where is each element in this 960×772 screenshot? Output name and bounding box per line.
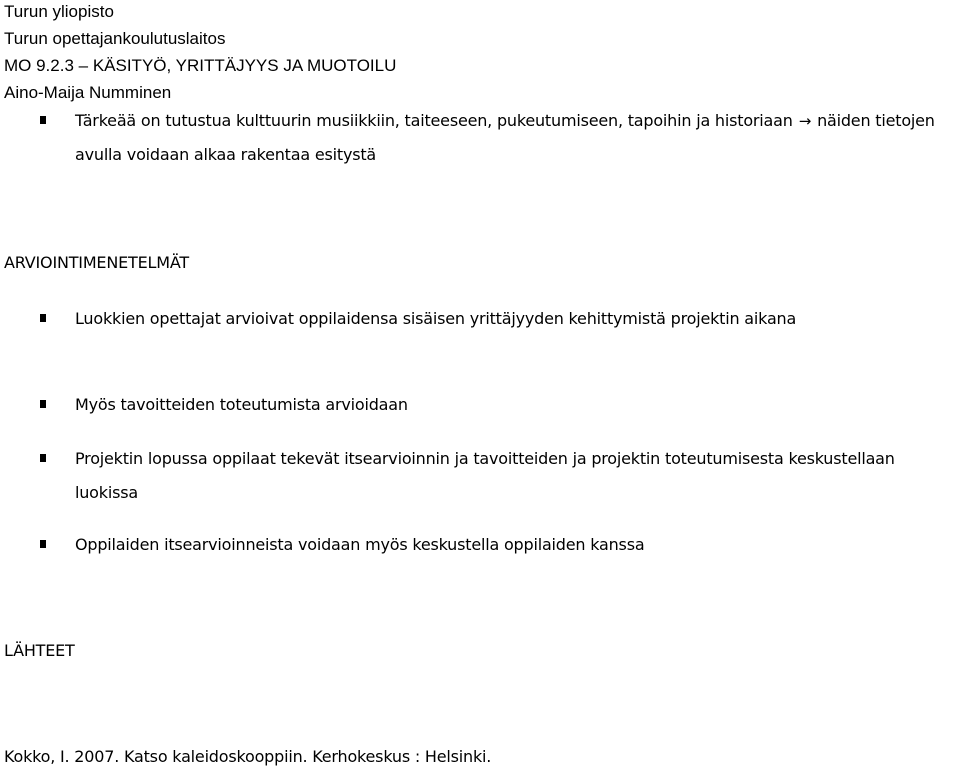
assessment-item: Luokkien opettajat arvioivat oppilaidensa sisäisen yrittäjyyden kehittymistä projektin aikana: [75, 309, 797, 328]
reference-entry: Kokko, I. 2007. Katso kaleidoskooppiin. Kerhokeskus : Helsinki.: [4, 747, 492, 766]
department-name: Turun opettajankoulutuslaitos: [4, 29, 226, 48]
intro-text-after-arrow: näiden tietojen avulla voidaan alkaa rakentaa esitystä: [75, 111, 935, 164]
university-name: Turun yliopisto: [4, 2, 114, 21]
assessment-heading: ARVIOINTIMENETELMÄT: [4, 253, 189, 272]
bullet-icon: [40, 116, 46, 124]
author-name: Aino-Maija Numminen: [4, 83, 172, 102]
sources-heading: LÄHTEET: [4, 641, 75, 660]
assessment-item: Projektin lopussa oppilaat tekevät itsearvioinnin ja tavoitteiden ja projektin toteutumisesta keskustellaan luokissa: [75, 449, 895, 502]
intro-text-before-arrow: Tärkeää on tutustua kulttuurin musiikkiin, taiteeseen, pukeutumiseen, tapoihin ja historiaan: [75, 111, 793, 130]
bullet-icon: [40, 400, 46, 408]
bullet-icon: [40, 314, 46, 322]
assessment-item: Oppilaiden itsearvioinneista voidaan myös keskustella oppilaiden kanssa: [75, 535, 645, 554]
bullet-icon: [40, 454, 46, 462]
bullet-icon: [40, 540, 46, 548]
arrow-right-icon: →: [798, 112, 812, 130]
course-title: MO 9.2.3 – KÄSITYÖ, YRITTÄJYYS JA MUOTOILU: [4, 56, 397, 75]
assessment-item: Myös tavoitteiden toteutumista arvioidaan: [75, 395, 408, 414]
intro-paragraph: [75, 104, 960, 172]
